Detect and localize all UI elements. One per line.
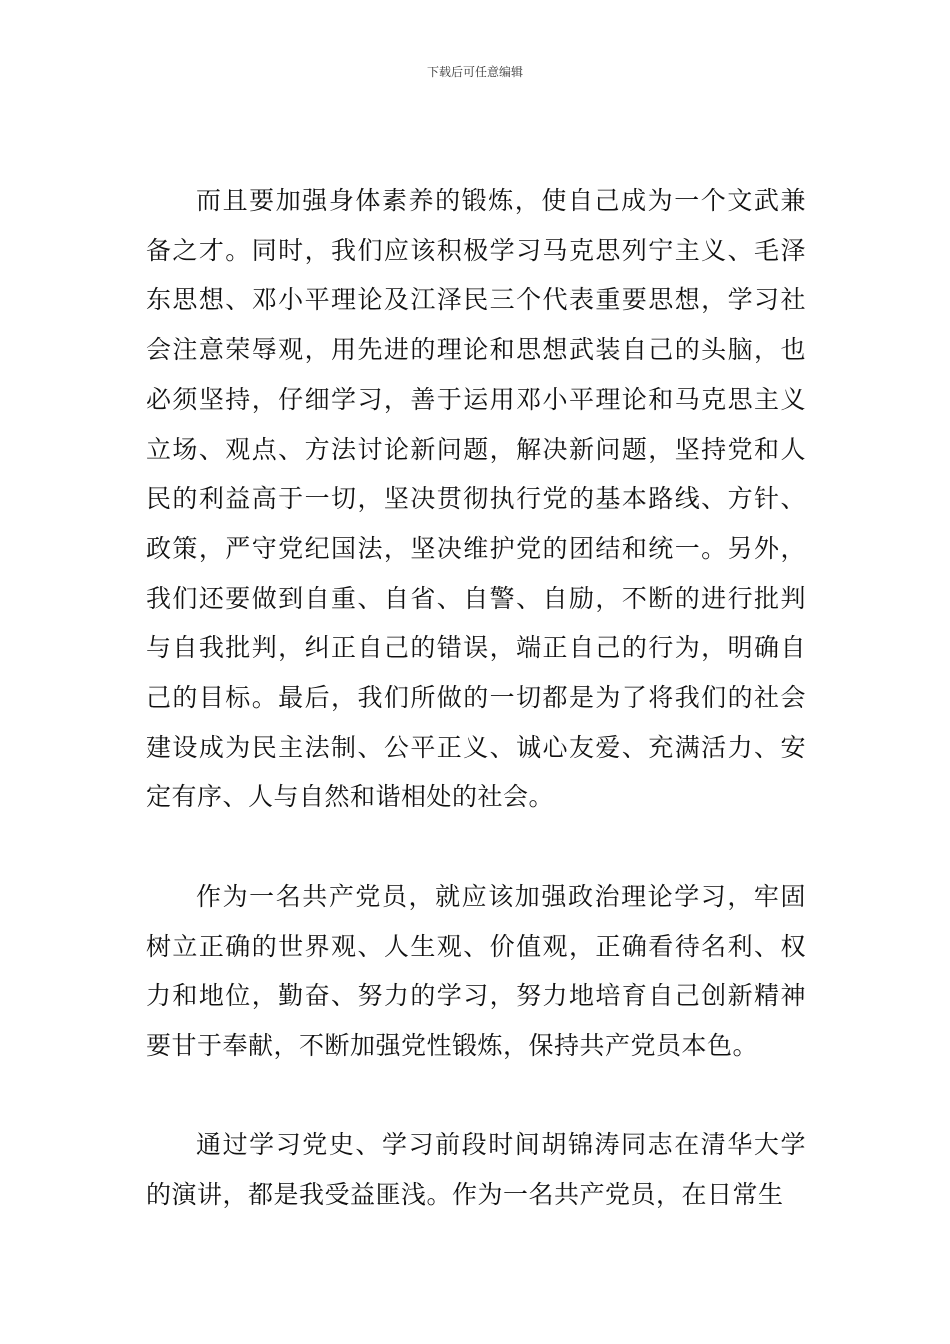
paragraph-2: 作为一名共产党员，就应该加强政治理论学习，牢固树立正确的世界观、人生观、价值观，正确看待名利、权力和地位，勤奋、努力的学习，努力地培育自己创新精神要甘于奉献，不断加强党性锻炼，保持共产党员本色。: [146, 881, 806, 1060]
paragraph-1: 而且要加强身体素养的锻炼，使自己成为一个文武兼备之才。同时，我们应该积极学习马克思列宁主义、毛泽东思想、邓小平理论及江泽民三个代表重要思想，学习社会注意荣辱观，用先进的理论和思想武装自己的头脑，也必须坚持，仔细学习，善于运用邓小平理论和马克思主义立场、观点、方法讨论新问题，解决新问题，坚持党和人民的利益高于一切，坚决贯彻执行党的基本路线、方针、政策，严守党纪国法，坚决维护党的团结和统一。另外，我们还要做到自重、自省、自警、自励，不断的进行批判与自我批判，纠正自己的错误，端正自己的行为，明确自己的目标。最后，我们所做的一切都是为了将我们的社会建设成为民主法制、公平正义、诚心友爱、充满活力、安定有序、人与自然和谐相处的社会。: [146, 186, 806, 812]
document-body: [146, 176, 806, 1220]
page-header: 下载后可任意编辑: [426, 65, 523, 79]
paragraph-3: 通过学习党史、学习前段时间胡锦涛同志在清华大学的演讲，都是我受益匪浅。作为一名共产党员，在日常生: [146, 1130, 806, 1210]
